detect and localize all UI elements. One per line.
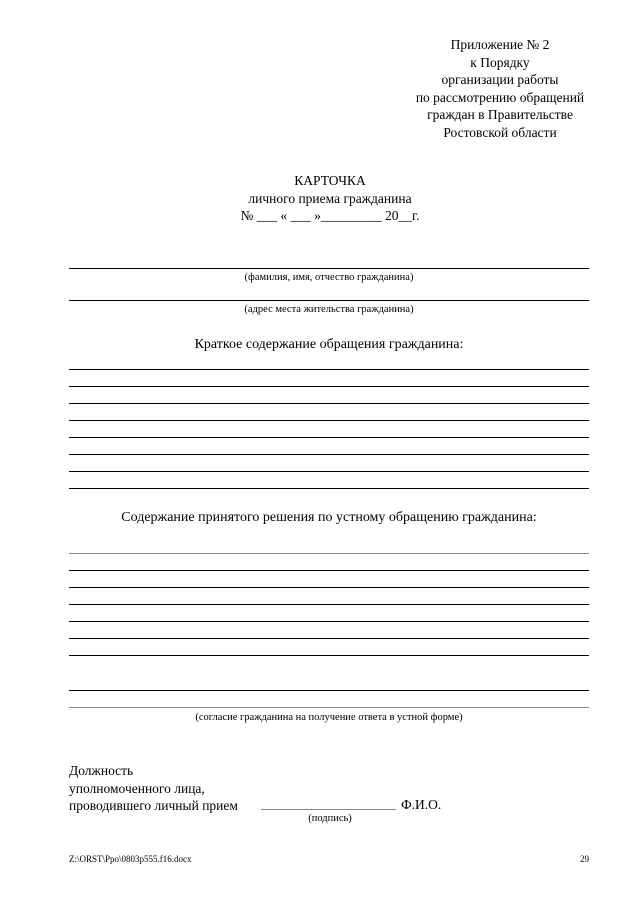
official-line-2: уполномоченного лица, bbox=[69, 780, 205, 796]
decision-line[interactable] bbox=[69, 621, 589, 622]
address-field-line[interactable] bbox=[69, 300, 589, 301]
decision-heading: Содержание принятого решения по устному обращению гражданина: bbox=[121, 510, 537, 525]
decision-line[interactable] bbox=[69, 587, 589, 588]
decision-line[interactable] bbox=[69, 570, 589, 571]
appendix-line-2: к Порядку bbox=[470, 54, 530, 70]
footer-file-path: Z:\ORST\Ppo\0803p555.f16.docx bbox=[69, 854, 192, 864]
appeal-line[interactable] bbox=[69, 454, 589, 455]
fio-label: Ф.И.О. bbox=[401, 797, 442, 812]
appeal-line[interactable] bbox=[69, 369, 589, 370]
appendix-line-4: по рассмотрению обращений bbox=[415, 89, 585, 105]
decision-line[interactable] bbox=[69, 553, 589, 554]
footer-page-number: 29 bbox=[580, 854, 589, 864]
appendix-header bbox=[400, 36, 600, 141]
name-field-caption: (фамилия, имя, отчество гражданина) bbox=[244, 272, 414, 283]
card-title-block bbox=[130, 172, 530, 225]
appeal-heading: Краткое содержание обращения гражданина: bbox=[194, 337, 464, 352]
official-line-3: проводившего личный прием bbox=[69, 798, 238, 813]
appendix-line-3: организации работы bbox=[441, 72, 559, 87]
appendix-line-5: граждан в Правительстве bbox=[427, 107, 573, 122]
decision-line[interactable] bbox=[69, 690, 589, 691]
card-title: КАРТОЧКА bbox=[294, 173, 366, 188]
official-line-1: Должность bbox=[69, 763, 134, 778]
signature-line[interactable] bbox=[261, 809, 396, 810]
decision-line[interactable] bbox=[69, 655, 589, 656]
consent-caption: (согласие гражданина на получение ответа в устной форме) bbox=[195, 712, 463, 723]
consent-line[interactable] bbox=[69, 707, 589, 708]
decision-line[interactable] bbox=[69, 604, 589, 605]
signature-caption: (подпись) bbox=[308, 813, 352, 824]
address-field-caption: (адрес места жительства гражданина) bbox=[244, 304, 414, 315]
appendix-line-1: Приложение № 2 bbox=[450, 37, 550, 52]
official-block bbox=[69, 762, 238, 815]
appeal-line[interactable] bbox=[69, 471, 589, 472]
card-subtitle: личного приема гражданина bbox=[248, 190, 412, 206]
card-number-line: № ___ « ___ »_________ 20__г. bbox=[240, 208, 420, 223]
name-field-line[interactable] bbox=[69, 268, 589, 269]
appeal-line[interactable] bbox=[69, 488, 589, 489]
appeal-line[interactable] bbox=[69, 437, 589, 438]
appeal-line[interactable] bbox=[69, 403, 589, 404]
appeal-line[interactable] bbox=[69, 386, 589, 387]
appendix-line-6: Ростовской области bbox=[443, 124, 557, 140]
appeal-line[interactable] bbox=[69, 420, 589, 421]
decision-line[interactable] bbox=[69, 638, 589, 639]
